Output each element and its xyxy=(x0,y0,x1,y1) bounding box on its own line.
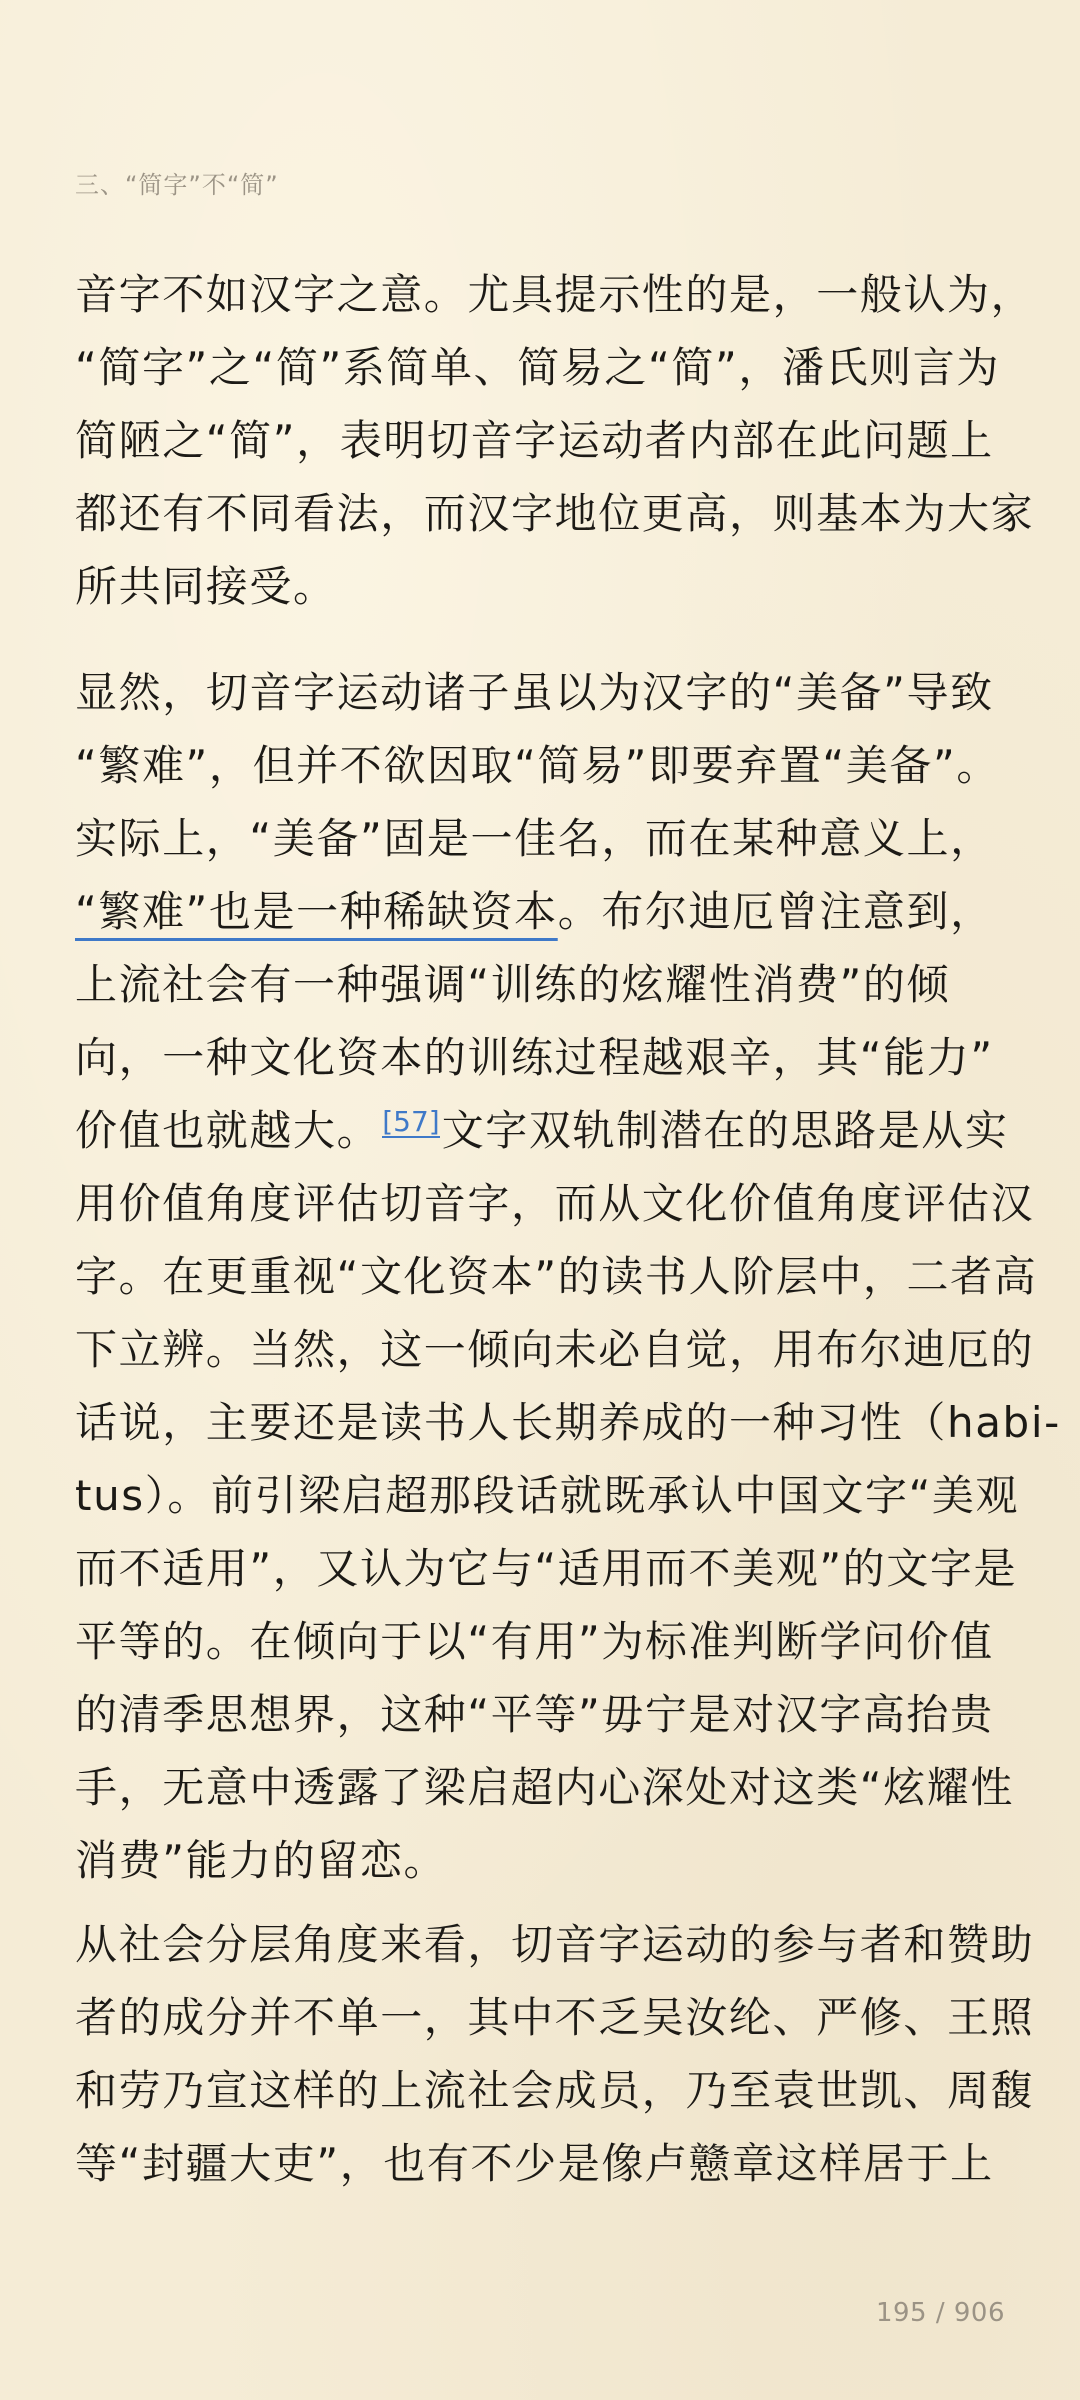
text-line: 者的成分并不单一，其中不乏吴汝纶、严修、王照 xyxy=(75,1993,1035,2042)
text-line-with-underline xyxy=(75,875,1010,948)
text-line: 音字不如汉字之意。尤具提示性的是，一般认为， xyxy=(75,270,1035,319)
text-line: 都还有不同看法，而汉字地位更高，则基本为大家 xyxy=(75,489,1035,538)
page-indicator: 195 / 906 xyxy=(875,2298,1005,2328)
text-line: tus）。前引梁启超那段话就既承认中国文字“美观 xyxy=(75,1471,1020,1520)
text-line: 显然，切音字运动诸子虽以为汉字的“美备”导致 xyxy=(75,668,994,717)
text-line: 所共同接受。 xyxy=(75,562,337,611)
text-line: 简陋之“简”，表明切音字运动者内部在此问题上 xyxy=(75,416,994,465)
text-line: 平等的。在倾向于以“有用”为标准判断学问价值 xyxy=(75,1617,994,1666)
footnote-link[interactable]: [57] xyxy=(382,1105,440,1138)
text-line: 实际上，“美备”固是一佳名，而在某种意义上， xyxy=(75,814,994,863)
text-fragment: 文字双轨制潜在的思路是从实 xyxy=(441,1106,1009,1155)
text-line: 话说，主要还是读书人长期养成的一种习性（habi- xyxy=(75,1398,1061,1447)
text-line: 而不适用”，又认为它与“适用而不美观”的文字是 xyxy=(75,1544,1018,1593)
paragraph-3 xyxy=(75,1908,1035,2200)
text-line: 和劳乃宣这样的上流社会成员，乃至袁世凯、周馥 xyxy=(75,2066,1035,2115)
text-line: 消费”能力的留恋。 xyxy=(75,1836,448,1885)
text-line: 向，一种文化资本的训练过程越艰辛，其“能力” xyxy=(75,1033,994,1082)
text-line: 字。在更重视“文化资本”的读书人阶层中，二者高 xyxy=(75,1252,1038,1301)
text-line-with-footnote xyxy=(75,1094,1010,1167)
text-line: “繁难”，但并不欲因取“简易”即要弃置“美备”。 xyxy=(75,741,1000,790)
text-fragment: 价值也就越大。 xyxy=(75,1106,381,1155)
chapter-title: 三、“简字”不“简” xyxy=(75,171,279,199)
text-line: 下立辨。当然，这一倾向未必自觉，用布尔迪厄的 xyxy=(75,1325,1035,1374)
text-line: 等“封疆大吏”，也有不少是像卢戆章这样居于上 xyxy=(75,2139,994,2188)
text-line: 上流社会有一种强调“训练的炫耀性消费”的倾 xyxy=(75,960,951,1009)
text-line: 的清季思想界，这种“平等”毋宁是对汉字高抬贵 xyxy=(75,1690,994,1739)
underlined-highlight[interactable]: “繁难”也是一种稀缺资本 xyxy=(75,887,558,936)
text-fragment: 。布尔迪厄曾注意到， xyxy=(557,887,994,936)
text-line: 手，无意中透露了梁启超内心深处对这类“炫耀性 xyxy=(75,1763,1014,1812)
paragraph-2 xyxy=(75,656,1061,1897)
paragraph-1 xyxy=(75,258,1035,623)
text-line: “简字”之“简”系简单、简易之“简”，潘氏则言为 xyxy=(75,343,1000,392)
text-line: 从社会分层角度来看，切音字运动的参与者和赞助 xyxy=(75,1920,1035,1969)
text-line: 用价值角度评估切音字，而从文化价值角度评估汉 xyxy=(75,1179,1035,1228)
